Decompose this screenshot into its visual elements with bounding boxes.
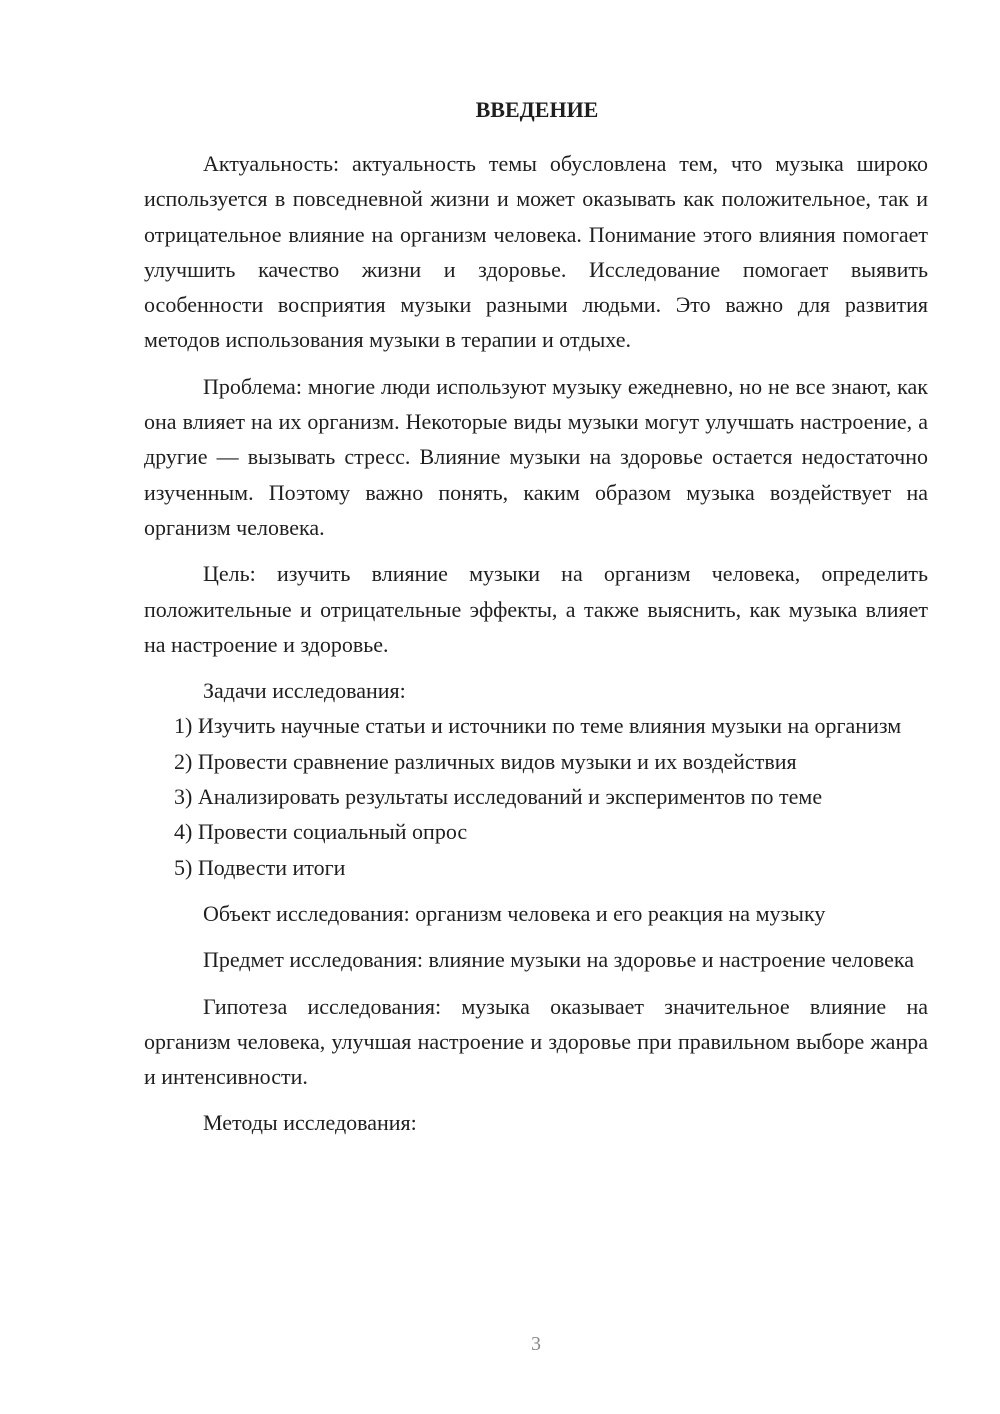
task-item-4: 4) Провести социальный опрос	[174, 819, 468, 845]
tasks-heading: Задачи исследования:	[203, 678, 406, 704]
relevance-paragraph: Актуальность: актуальность темы обусловлена тем, что музыка широко используется в повседневной жизни и может оказывать как положительное, так и отрицательное влияние на организм человека. Понимание этого влияния помогает улучшить качество жизни и здоровье. Исследование помогает выявить особенности восприятия музыки разными людьми. Это важно для развития методов использования музыки в терапии и отдыхе.	[144, 151, 928, 353]
section-heading: ВВЕДЕНИЕ	[475, 97, 599, 122]
object-paragraph: Объект исследования: организм человека и его реакция на музыку	[203, 900, 826, 926]
goal-paragraph: Цель: изучить влияние музыки на организм человека, определить положительные и отрицательные эффекты, а также выяснить, как музыка влияет на настроение и здоровье.	[144, 561, 928, 657]
task-item-1: 1) Изучить научные статьи и источники по теме влияния музыки на организм	[174, 713, 902, 739]
page-number: 3	[531, 1333, 541, 1355]
hypothesis-paragraph: Гипотеза исследования: музыка оказывает значительное влияние на организм человека, улучшая настроение и здоровье при правильном выборе жанра и интенсивности.	[144, 993, 928, 1090]
problem-paragraph: Проблема: многие люди используют музыку ежедневно, но не все знают, как она влияет на их организм. Некоторые виды музыки могут улучшать настроение, а другие — вызывать стресс. Влияние музыки на здоровье остается недостаточно изученным. Поэтому важно понять, каким образом музыка воздействует на организм человека.	[144, 373, 928, 540]
subject-paragraph: Предмет исследования: влияние музыки на здоровье и настроение человека	[203, 947, 915, 973]
document-page	[144, 96, 928, 1141]
methods-heading: Методы исследования:	[203, 1110, 417, 1136]
task-item-3: 3) Анализировать результаты исследований и экспериментов по теме	[174, 784, 823, 810]
task-item-5: 5) Подвести итоги	[174, 854, 346, 880]
task-item-2: 2) Провести сравнение различных видов музыки и их воздействия	[174, 748, 797, 774]
